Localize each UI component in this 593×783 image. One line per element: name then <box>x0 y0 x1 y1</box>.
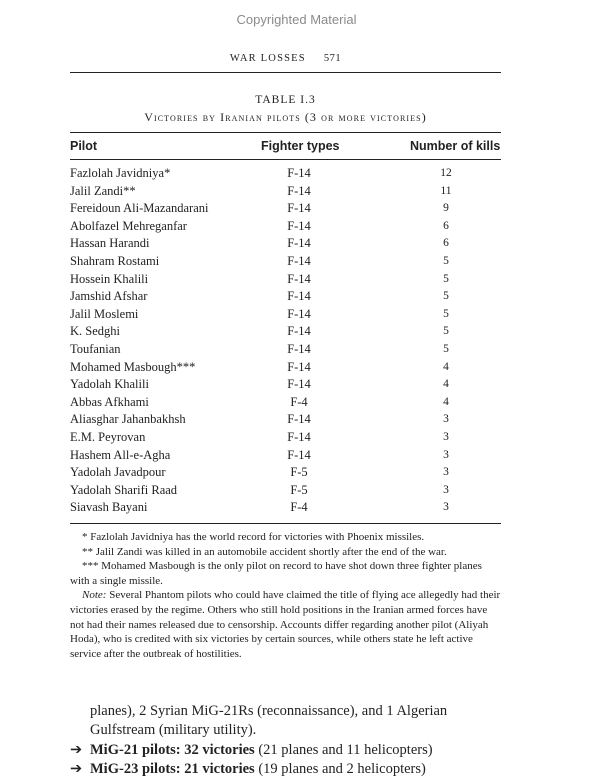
kill-count: 3 <box>443 466 449 479</box>
kill-count: 4 <box>443 395 449 408</box>
table-row <box>70 288 501 306</box>
pilot-name: Hashem All-e-Agha <box>70 447 171 462</box>
fighter-type: F-14 <box>287 253 311 268</box>
table-row <box>70 499 501 517</box>
pilot-name: Hassan Harandi <box>70 236 150 251</box>
kill-count: 5 <box>443 272 449 285</box>
arrow-bullet-icon: ➔ <box>70 761 83 778</box>
pilot-name: Jamshid Afshar <box>70 289 148 304</box>
table-title: Victories by Iranian pilots (3 or more victories) <box>144 110 427 124</box>
fighter-type: F-14 <box>287 183 311 198</box>
table-row <box>70 394 501 412</box>
table-body <box>70 165 501 517</box>
kill-count: 5 <box>443 307 449 320</box>
pilot-name: Fazlolah Javidniya* <box>70 166 171 180</box>
kill-count: 3 <box>443 430 449 443</box>
table-row <box>70 165 501 183</box>
fighter-type: F-14 <box>287 324 311 339</box>
fighter-type: F-14 <box>287 218 311 233</box>
pilot-name: Yadolah Sharifi Raad <box>70 482 178 497</box>
body-continuation: planes), 2 Syrian MiG-21Rs (reconnaissance), and 1 Algerian Gulfstream (military utility). <box>90 703 448 739</box>
running-head-title: WAR LOSSES <box>229 53 306 64</box>
note-text: Several Phantom pilots who could have claimed the title of flying ace allegedly had their victories erased by the regime. Others who still hold positions in the Iranian armed forces have not had their names released due to censorship. Accounts differ regarding another pilot (Aliyah Hoda), who is credited with six victories by certain sources, while others state he left active service after the outbreak of hostilities. <box>70 589 501 660</box>
table-notes <box>70 530 501 661</box>
fighter-type: F-4 <box>290 394 308 409</box>
table-row <box>70 429 501 447</box>
pilot-name: Aliasghar Jahanbakhsh <box>70 412 186 427</box>
kill-count: 5 <box>443 325 449 338</box>
copyright-watermark: Copyrighted Material <box>236 12 357 27</box>
pilot-name: Yadolah Khalili <box>70 377 149 392</box>
table-header-rule <box>70 159 501 160</box>
kill-count: 3 <box>443 448 449 461</box>
kill-count: 4 <box>443 378 449 391</box>
kill-count: 5 <box>443 342 449 355</box>
fighter-type: F-4 <box>290 500 308 515</box>
table-row <box>70 306 501 324</box>
table-bottom-rule <box>70 523 501 524</box>
body-text <box>70 702 510 780</box>
pilot-name: Jalil Zandi** <box>70 183 136 198</box>
pilot-name: Shahram Rostami <box>70 253 160 268</box>
fighter-type: F-14 <box>287 412 311 427</box>
footnote-3: *** Mohamed Masbough is the only pilot on record to have shot down three fighter planes with a single missile. <box>70 560 482 587</box>
column-header-pilot: Pilot <box>70 139 98 153</box>
table-row <box>70 183 501 201</box>
bullet-mig23 <box>70 760 510 779</box>
fighter-type: F-14 <box>287 236 311 251</box>
bullet-rest: (21 planes and 11 helicopters) <box>254 741 433 758</box>
table-row <box>70 341 501 359</box>
pilot-name: Siavash Bayani <box>70 500 148 515</box>
running-head <box>70 53 501 64</box>
table-row <box>70 323 501 341</box>
pilot-name: Yadolah Javadpour <box>70 465 166 480</box>
table-row <box>70 447 501 465</box>
kill-count: 6 <box>443 237 449 250</box>
kill-count: 9 <box>443 202 449 215</box>
pilot-name: E.M. Peyrovan <box>70 429 146 444</box>
pilot-name: Fereidoun Ali-Mazandarani <box>70 201 209 216</box>
fighter-type: F-5 <box>290 482 308 497</box>
pilot-name: Hossein Khalili <box>70 271 149 286</box>
table-row <box>70 482 501 500</box>
bullet-bold: MiG-21 pilots: 32 victories <box>90 741 255 758</box>
table-row <box>70 359 501 377</box>
table-top-rule <box>70 132 501 133</box>
table-row <box>70 376 501 394</box>
pilot-name: Jalil Moslemi <box>70 306 139 321</box>
fighter-type: F-5 <box>290 465 308 480</box>
kill-count: 3 <box>443 483 449 496</box>
footnote-1: * Fazlolah Javidniya has the world record for victories with Phoenix missiles. <box>82 531 425 543</box>
table-row <box>70 411 501 429</box>
header-rule <box>70 72 501 73</box>
bullet-rest: (19 planes and 2 helicopters) <box>254 761 426 778</box>
arrow-bullet-icon: ➔ <box>70 741 83 758</box>
column-header-number-of-kills: Number of kills <box>410 139 501 153</box>
kill-count: 5 <box>443 290 449 303</box>
table-row <box>70 218 501 236</box>
table-row <box>70 200 501 218</box>
fighter-type: F-14 <box>287 306 311 321</box>
page-number: 571 <box>323 53 342 64</box>
footnote-2: ** Jalil Zandi was killed in an automobile accident shortly after the end of the war. <box>82 545 447 558</box>
pilot-name: Toufanian <box>70 341 121 356</box>
fighter-type: F-14 <box>287 201 311 216</box>
table-row <box>70 464 501 482</box>
kill-count: 11 <box>440 184 452 197</box>
column-header-fighter-types: Fighter types <box>261 139 340 153</box>
note-label: Note: <box>82 589 107 602</box>
fighter-type: F-14 <box>287 359 311 374</box>
pilot-name: Abbas Afkhami <box>70 394 149 409</box>
table-row <box>70 271 501 289</box>
pilot-name: Mohamed Masbough*** <box>70 359 196 374</box>
kill-count: 12 <box>440 167 452 179</box>
kill-count: 5 <box>443 254 449 267</box>
bullet-mig21 <box>70 741 510 760</box>
fighter-type: F-14 <box>287 377 311 392</box>
fighter-type: F-14 <box>287 429 311 444</box>
kill-count: 3 <box>443 501 449 514</box>
fighter-type: F-14 <box>287 166 311 180</box>
table-number: TABLE I.3 <box>255 94 316 106</box>
fighter-type: F-14 <box>287 341 311 356</box>
kill-count: 6 <box>443 219 449 232</box>
table-row <box>70 235 501 253</box>
fighter-type: F-14 <box>287 447 311 462</box>
pilot-name: K. Sedghi <box>70 324 120 339</box>
table-row <box>70 253 501 271</box>
pilot-name: Abolfazel Mehreganfar <box>70 218 187 233</box>
table-note <box>70 588 501 661</box>
fighter-type: F-14 <box>287 289 311 304</box>
kill-count: 4 <box>443 360 449 373</box>
kill-count: 3 <box>443 413 449 426</box>
fighter-type: F-14 <box>287 271 311 286</box>
bullet-bold: MiG-23 pilots: 21 victories <box>90 761 255 778</box>
